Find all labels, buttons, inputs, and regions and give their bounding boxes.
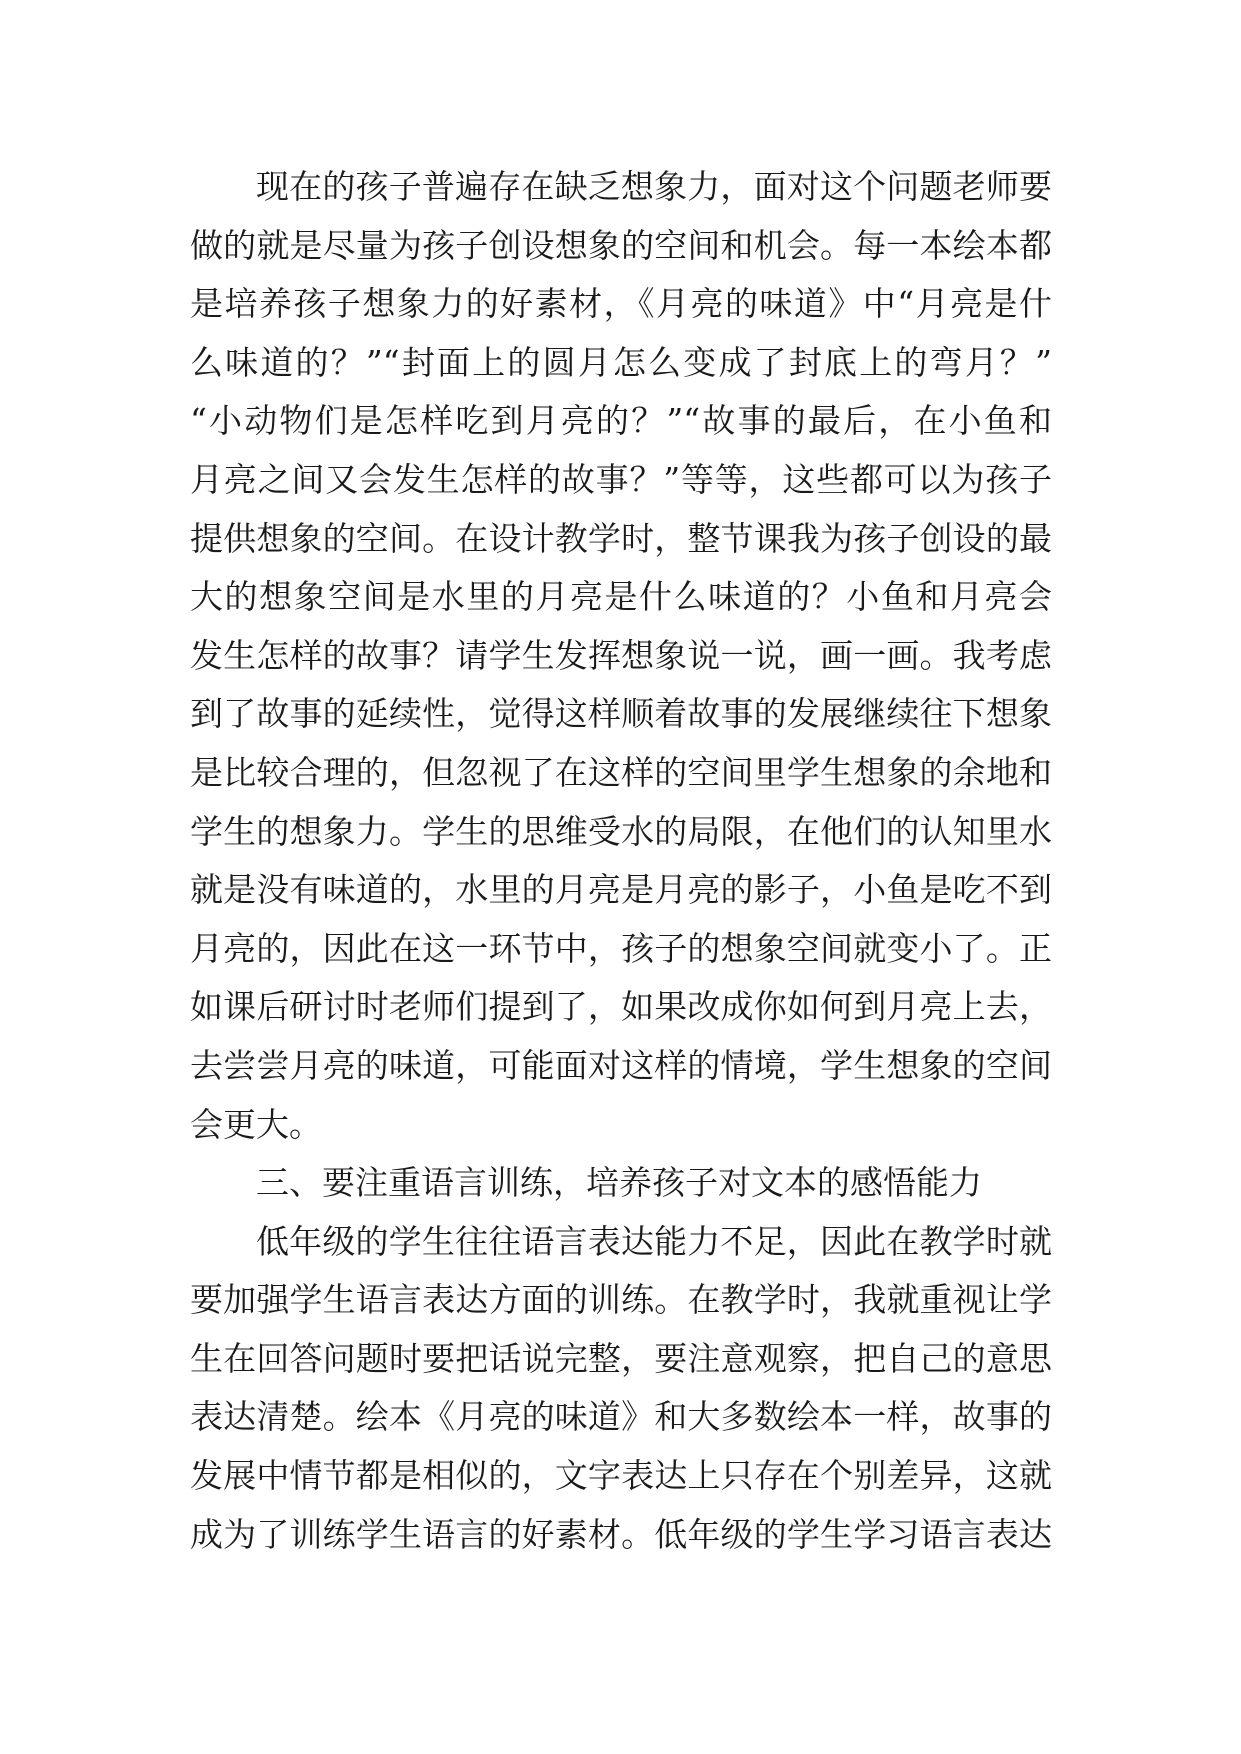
paragraph-line: 成为了训练学生语言的好素材。低年级的学生学习语言表达 xyxy=(190,1514,1052,1554)
paragraph-line: 月亮之间又会发生怎样的故事？”等等，这些都可以为孩子 xyxy=(190,459,1052,499)
paragraph-line: 低年级的学生往往语言表达能力不足，因此在教学时就 xyxy=(256,1221,1052,1261)
section-heading: 三、要注重语言训练，培养孩子对文本的感悟能力 xyxy=(256,1163,982,1203)
paragraph-line: 就是没有味道的，水里的月亮是月亮的影子，小鱼是吃不到 xyxy=(190,870,1052,910)
paragraph-line: 提供想象的空间。在设计教学时，整节课我为孩子创设的最 xyxy=(190,518,1052,558)
paragraph-line: 月亮的，因此在这一环节中，孩子的想象空间就变小了。正 xyxy=(190,928,1052,968)
paragraph-line: 发生怎样的故事？请学生发挥想象说一说，画一画。我考虑 xyxy=(190,635,1052,675)
paragraph-line: 生在回答问题时要把话说完整，要注意观察，把自己的意思 xyxy=(190,1338,1052,1378)
paragraph-line: 表达清楚。绘本《月亮的味道》和大多数绘本一样，故事的 xyxy=(190,1397,1052,1437)
paragraph-line: 么味道的？”“封面上的圆月怎么变成了封底上的弯月？” xyxy=(190,342,1052,382)
paragraph-line: 会更大。 xyxy=(190,1104,322,1144)
paragraph-line: 如课后研讨时老师们提到了，如果改成你如何到月亮上去， xyxy=(190,987,1052,1027)
paragraph-line: 做的就是尽量为孩子创设想象的空间和机会。每一本绘本都 xyxy=(190,225,1052,265)
paragraph-line: 是培养孩子想象力的好素材，《月亮的味道》中“月亮是什 xyxy=(190,284,1052,324)
paragraph-line: 是比较合理的，但忽视了在这样的空间里学生想象的余地和 xyxy=(190,752,1052,792)
paragraph-line: 学生的想象力。学生的思维受水的局限，在他们的认知里水 xyxy=(190,811,1052,851)
body-text xyxy=(190,158,1052,1564)
paragraph-line: 大的想象空间是水里的月亮是什么味道的？小鱼和月亮会 xyxy=(190,577,1052,617)
paragraph-line: “小动物们是怎样吃到月亮的？”“故事的最后，在小鱼和 xyxy=(190,401,1052,441)
paragraph-line: 到了故事的延续性，觉得这样顺着故事的发展继续往下想象 xyxy=(190,694,1052,734)
paragraph-line: 发展中情节都是相似的，文字表达上只存在个别差异，这就 xyxy=(190,1456,1052,1496)
paragraph-line: 去尝尝月亮的味道，可能面对这样的情境，学生想象的空间 xyxy=(190,1045,1052,1085)
paragraph-line: 要加强学生语言表达方面的训练。在教学时，我就重视让学 xyxy=(190,1280,1052,1320)
paragraph-line: 现在的孩子普遍存在缺乏想象力，面对这个问题老师要 xyxy=(256,167,1052,206)
